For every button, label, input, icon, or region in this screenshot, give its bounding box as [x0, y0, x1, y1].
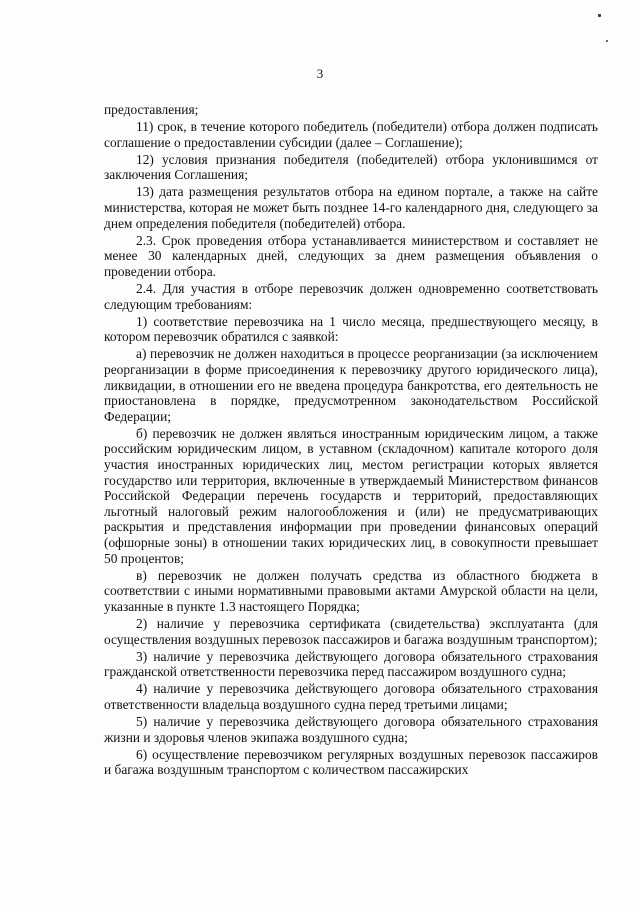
paragraph: 3) наличие у перевозчика действующего договора обязательного страхования гражданской ответственности перевозчика перед пассажиром воздушного судна; [104, 648, 598, 680]
scan-speck [598, 14, 601, 17]
paragraph: 13) дата размещения результатов отбора на едином портале, а также на сайте министерства, которая не может быть позднее 14-го календарного дня, следующего за днем определения победителя (победителей) отбора. [104, 184, 598, 231]
paragraph: б) перевозчик не должен являться иностранным юридическим лицом, а также российским юридическим лицом, в уставном (складочном) капитале которого доля участия иностранных юридических лиц, местом регистрации которых является государство или территория, включенные в утверждаемый Министерством финансов Российской Федерации перечень государств и территорий, предоставляющих льготный налоговый режим налогообложения и (или) не предусматривающих раскрытия и представления информации при проведении финансовых операций (офшорные зоны) в отношении таких юридических лиц, в совокупности превышает 50 процентов; [104, 425, 598, 566]
scan-speck [606, 40, 608, 42]
paragraph: 2.4. Для участия в отборе перевозчик должен одновременно соответствовать следующим требованиям: [104, 281, 598, 312]
paragraph: предоставления; [104, 102, 199, 117]
paragraph: 11) срок, в течение которого победитель (победители) отбора должен подписать соглашение о предоставлении субсидии (далее – Соглашение); [104, 119, 598, 150]
paragraph: 6) осуществление перевозчиком регулярных воздушных перевозок пассажиров и багажа воздушным транспортом с количеством пассажирских [104, 746, 598, 778]
paragraph: 2) наличие у перевозчика сертификата (свидетельства) эксплуатанта (для осуществления воздушных перевозок пассажиров и багажа воздушным транспортом); [104, 616, 598, 647]
document-body [104, 102, 598, 779]
paragraph: 4) наличие у перевозчика действующего договора обязательного страхования ответственности владельца воздушного судна перед третьими лицами; [104, 681, 598, 712]
paragraph: в) перевозчик не должен получать средства из областного бюджета в соответствии с иными нормативными правовыми актами Амурской области на цели, указанные в пункте 1.3 настоящего Порядка; [104, 567, 598, 614]
paragraph: 12) условия признания победителя (победителей) отбора уклонившимся от заключения Соглашения; [104, 151, 598, 183]
paragraph: 1) соответствие перевозчика на 1 число месяца, предшествующего месяцу, в котором перевозчик обратился с заявкой: [104, 313, 598, 345]
paragraph: 2.3. Срок проведения отбора устанавливается министерством и составляет не менее 30 календарных дней, следующих за днем размещения объявления о проведении отбора. [104, 232, 598, 279]
paragraph: 5) наличие у перевозчика действующего договора обязательного страхования жизни и здоровья членов экипажа воздушного судна; [104, 714, 598, 745]
paragraph: а) перевозчик не должен находиться в процессе реорганизации (за исключением реорганизации в форме присоединения к перевозчику другого юридического лица), ликвидации, в отношении его не введена процедура банкротства, его деятельность не приостановлена в порядке, предусмотренном законодательством Российской Федерации; [104, 346, 598, 424]
page-number: 3 [316, 66, 324, 81]
